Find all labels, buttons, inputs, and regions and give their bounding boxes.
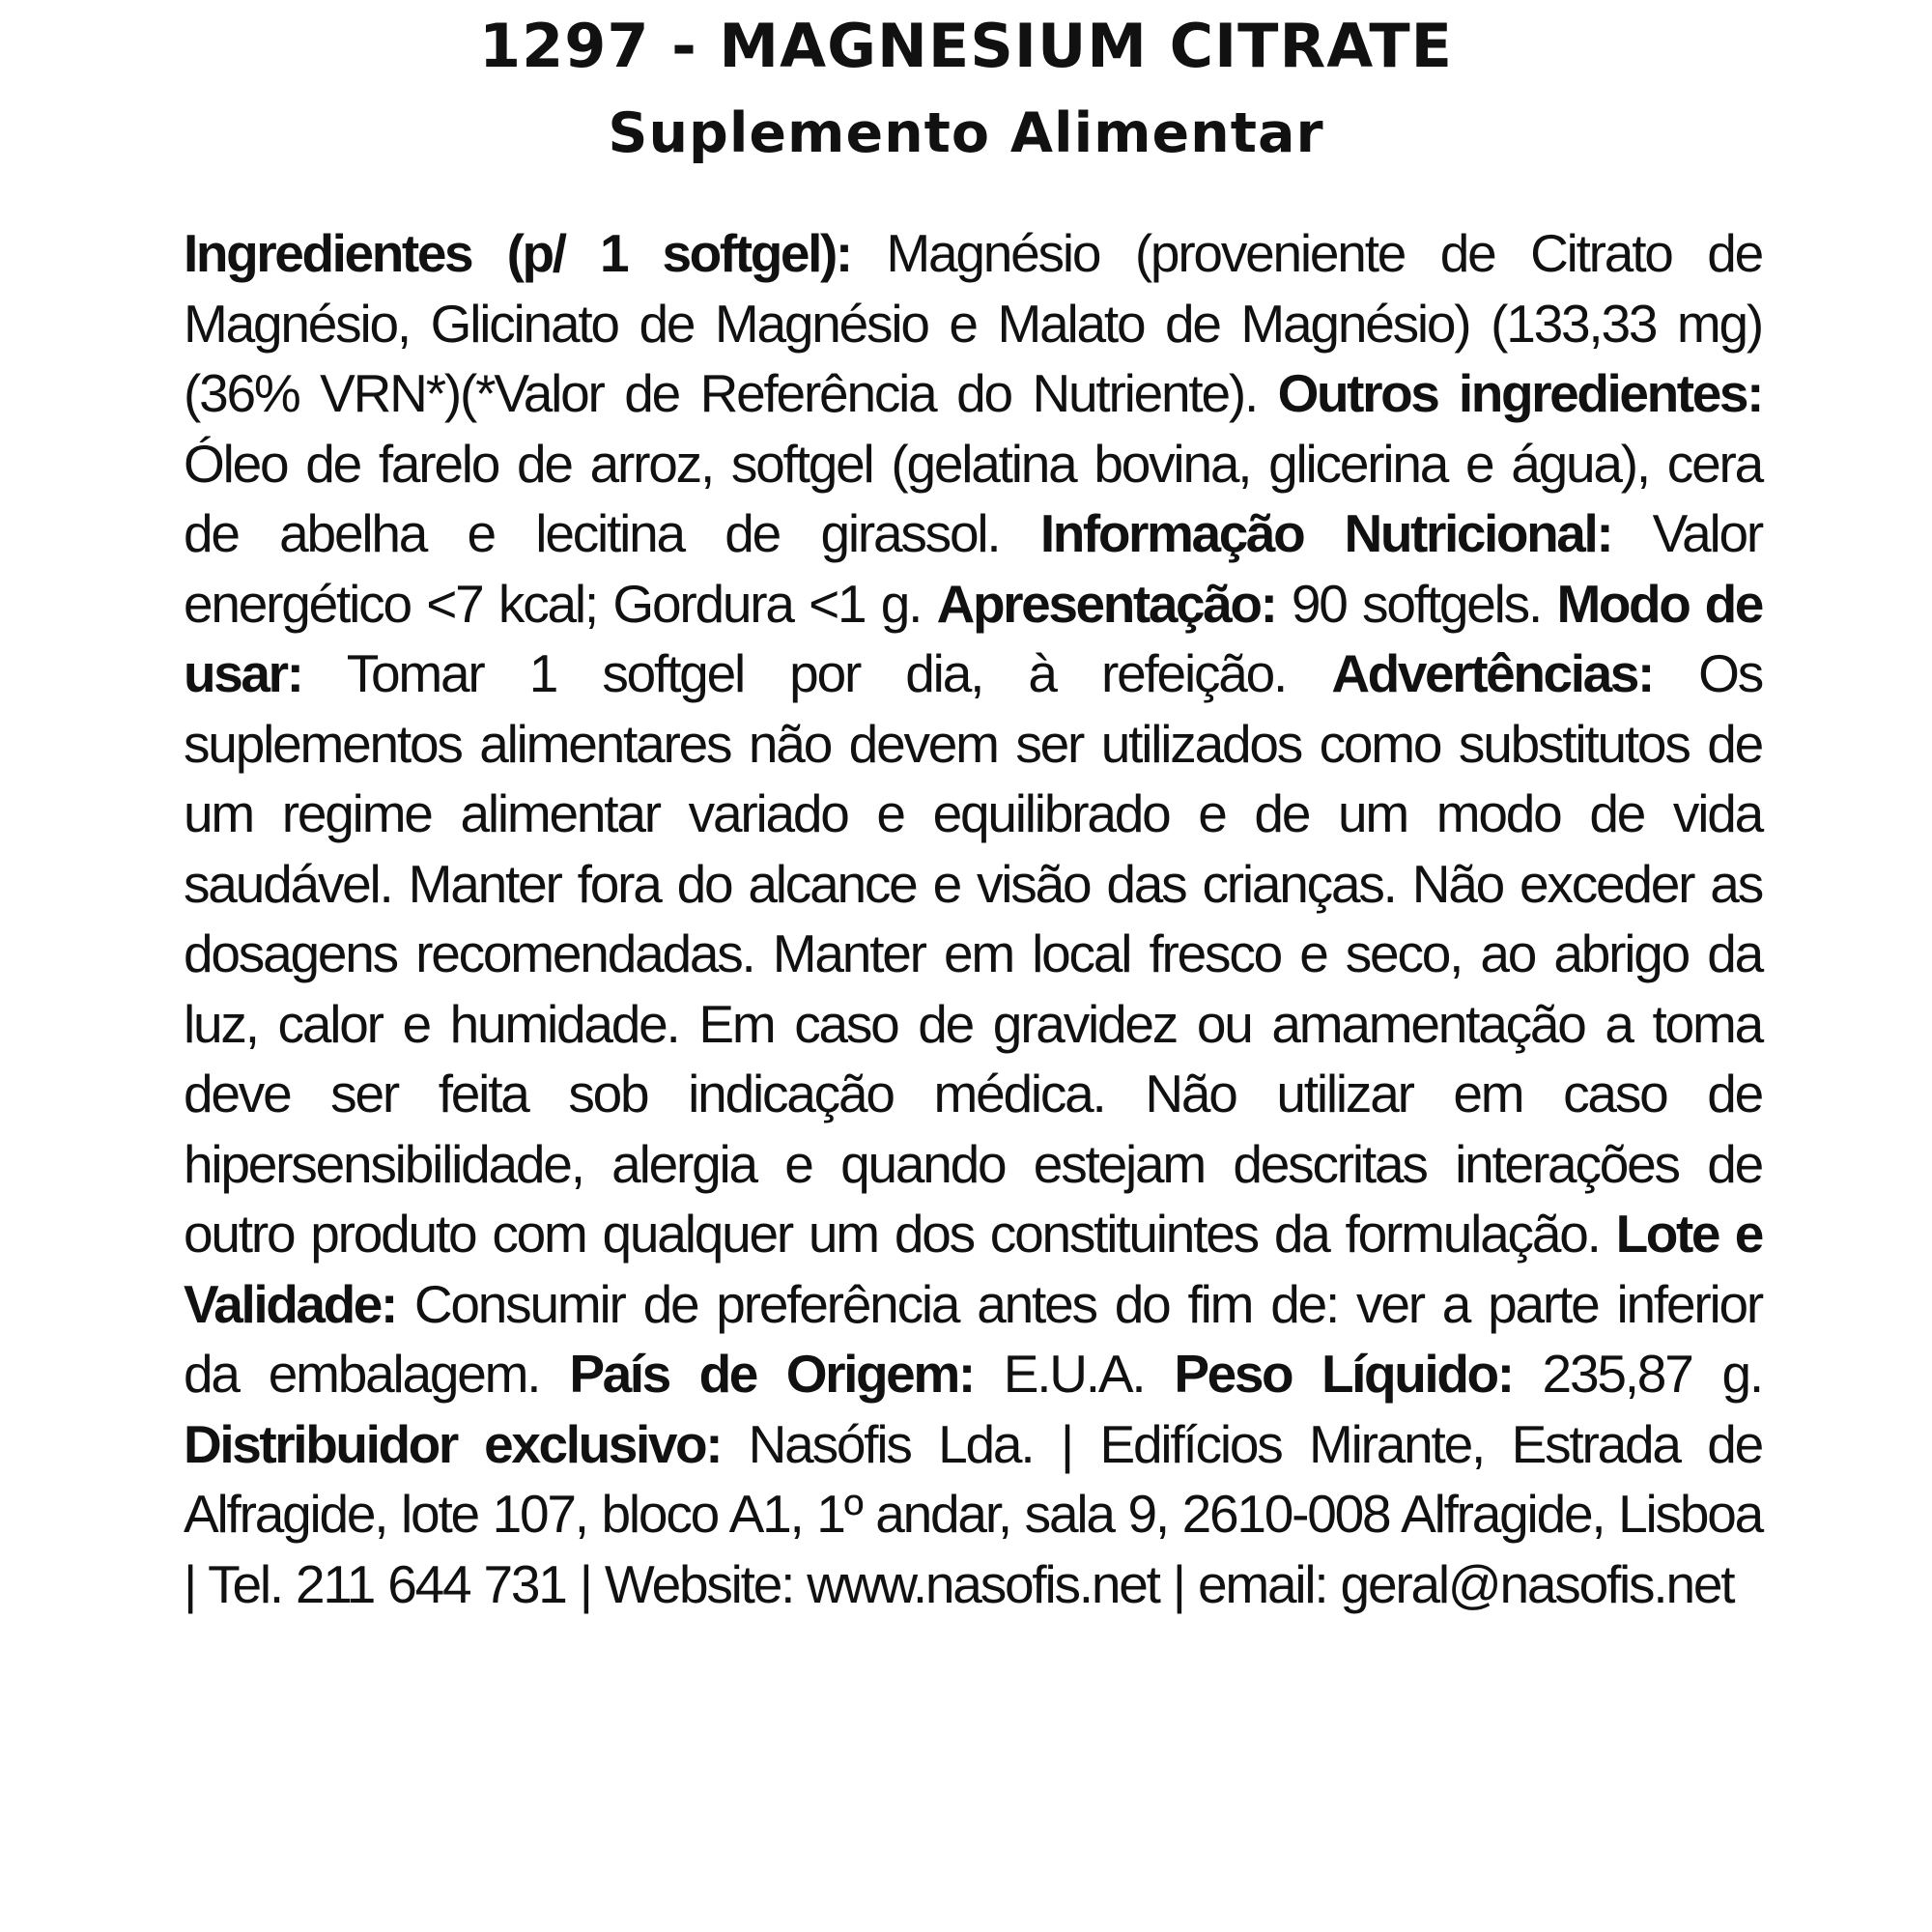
batch-heading: Lote e Validade: [184, 1204, 1762, 1334]
origin-heading: País de Origem: [569, 1344, 974, 1404]
weight-text: 235,87 g. [1512, 1344, 1762, 1404]
other-ingredients-text: Óleo de farelo de arroz, softgel (gelatina bovina, glicerina e água), cera de abelha e lecitina de girassol. [184, 433, 1762, 563]
usage-heading: Modo de usar: [184, 573, 1762, 703]
batch-text: Consumir de preferência antes do fim de: ver a parte inferior da embalagem. [184, 1273, 1762, 1404]
warnings-heading: Advertências: [1331, 643, 1653, 703]
label-body-text [184, 218, 1762, 1619]
product-subtitle: Suplemento Alimentar [608, 101, 1324, 165]
product-title: 1297 - MAGNESIUM CITRATE [478, 11, 1454, 81]
nutrition-heading: Informação Nutricional: [1039, 503, 1612, 563]
presentation-heading: Apresentação: [936, 573, 1276, 634]
origin-text: E.U.A. [973, 1344, 1175, 1404]
ingredients-text: Magnésio (proveniente de Citrato de Magnésio, Glicinato de Magnésio e Malato de Magnésio) (133,33 mg) (36% VRN*)(*Valor de Referência do Nutriente). [184, 223, 1763, 423]
ingredients-heading: Ingredientes (p/ 1 softgel): [184, 223, 851, 283]
weight-heading: Peso Líquido: [1174, 1344, 1513, 1404]
presentation-text: 90 softgels. [1275, 573, 1557, 634]
warnings-text: Os suplementos alimentares não devem ser utilizados como substitutos de um regime alimentar variado e equilibrado e de um modo de vida saudável. Manter fora do alcance e visão das crianças. Não exceder as dosagens recomendadas. Manter em local fresco e seco, ao abrigo da luz, calor e humidade. Em caso de gravidez ou amamentação a toma deve ser feita sob indicação médica. Não utilizar em caso de hipersensibilidade, alergia e quando estejam descritas interações de outro produto com qualquer um dos constituintes da formulação. [184, 643, 1762, 1264]
usage-text: Tomar 1 softgel por dia, à refeição. [301, 643, 1332, 703]
distributor-heading: Distribuidor exclusivo: [184, 1413, 722, 1474]
nutrition-text: Valor energético <7 kcal; Gordura <1 g. [184, 503, 1762, 634]
other-ingredients-heading: Outros ingredientes: [1277, 363, 1762, 423]
distributor-text: Nasófis Lda. | Edifícios Mirante, Estrada de Alfragide, lote 107, bloco A1, 1º andar, sala 9, 2610-008 Alfragide, Lisboa | Tel. 211 644 731 | Website: www.nasofis.net | email: geral@nasofis.net [184, 1413, 1762, 1614]
